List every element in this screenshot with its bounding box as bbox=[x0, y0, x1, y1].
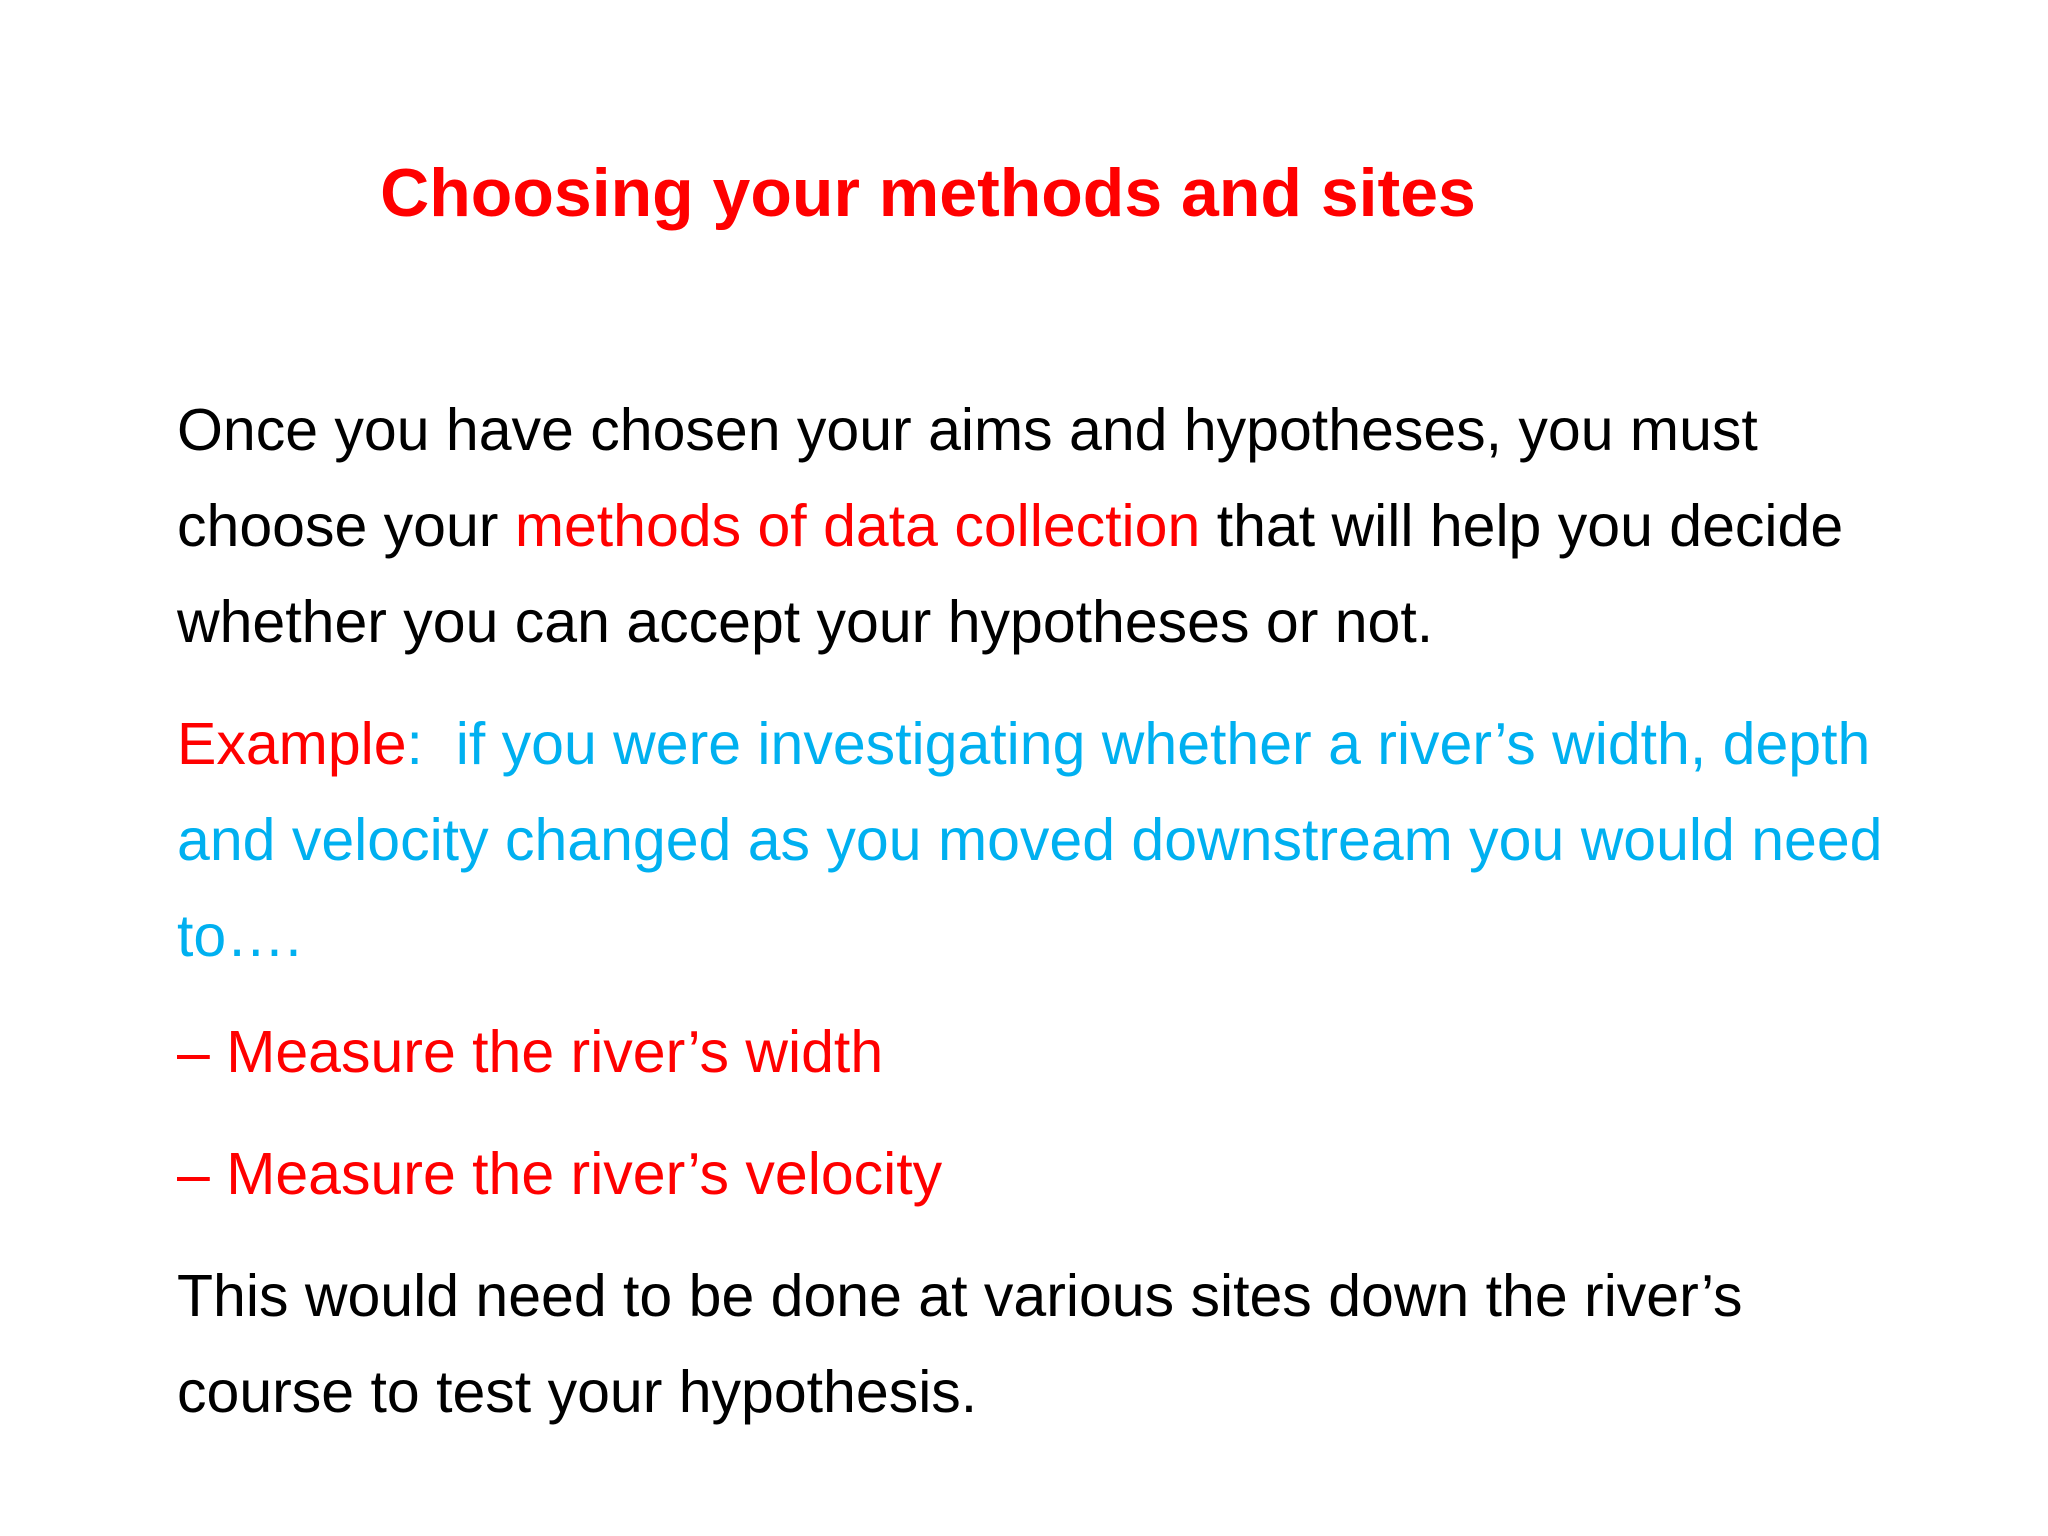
slide-body bbox=[177, 382, 1897, 1440]
intro-paragraph bbox=[177, 382, 1897, 670]
bullet-item-width: – Measure the river’s width bbox=[177, 1019, 884, 1085]
closing-paragraph: This would need to be done at various sites down the river’s course to test your hypothesis. bbox=[177, 1263, 1743, 1425]
example-text: if you were investigating whether a river’s width, depth and velocity changed as you moved downstream you would need to…. bbox=[177, 711, 1899, 969]
intro-text-after: that will help you decide whether you can accept your hypotheses or not. bbox=[177, 493, 1844, 655]
example-colon: : bbox=[406, 711, 423, 777]
intro-highlight: methods of data collection bbox=[514, 493, 1201, 559]
slide-title-text: Choosing your methods and sites bbox=[380, 155, 1476, 231]
bullet-item-velocity: – Measure the river’s velocity bbox=[177, 1141, 943, 1207]
slide-title bbox=[0, 148, 2048, 238]
intro-text-before: Once you have chosen your aims and hypotheses, you must choose your bbox=[177, 397, 1758, 559]
example-paragraph bbox=[177, 696, 1897, 984]
example-label: Example bbox=[177, 711, 407, 777]
